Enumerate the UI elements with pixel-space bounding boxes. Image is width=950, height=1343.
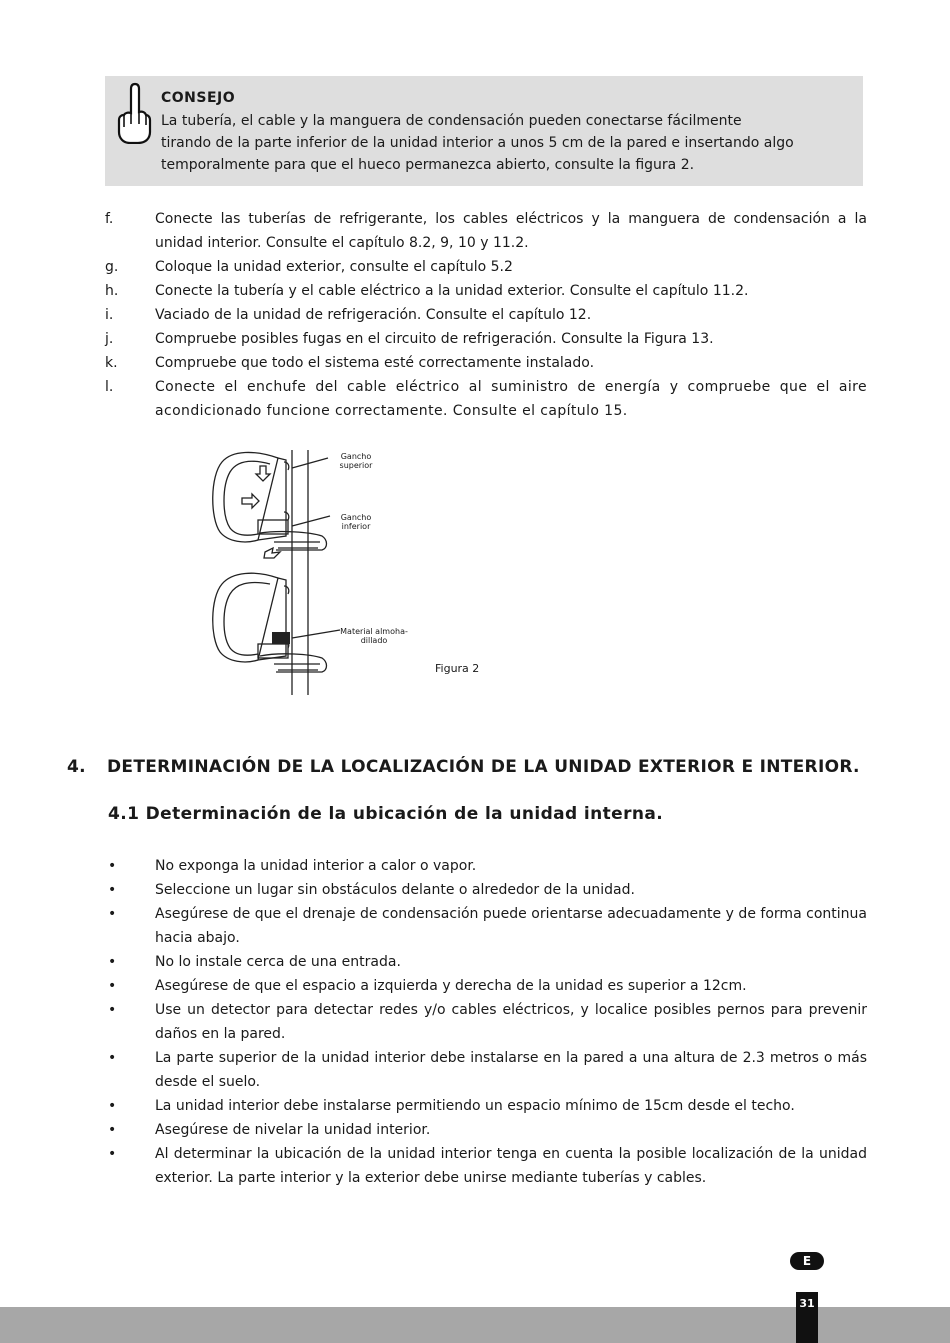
bullet-item (108, 902, 867, 950)
step-text: Conecte la tubería y el cable eléctrico a la unidad exterior. Consulte el capítulo 11.2. (155, 283, 749, 299)
bullet-text: Asegúrese de que el espacio a izquierda y derecha de la unidad es superior a 12cm. (155, 978, 747, 994)
bullet-marker: • (108, 978, 117, 994)
step-marker: f. (105, 211, 114, 227)
bullet-item (108, 1118, 867, 1142)
bullet-marker: • (108, 1146, 117, 1162)
bullet-item (108, 974, 867, 998)
step-text: Compruebe que todo el sistema esté correctamente instalado. (155, 355, 595, 371)
step-marker: k. (105, 355, 118, 371)
bullet-text: No lo instale cerca de una entrada. (155, 954, 401, 970)
step-text: Conecte las tuberías de refrigerante, los cables eléctricos y la manguera de condensación a la unidad interior. Consulte el capítulo 8.2, 9, 10 y 11.2. (155, 211, 867, 251)
tip-box (105, 76, 863, 186)
bullet-text: Asegúrese de nivelar la unidad interior. (155, 1122, 431, 1138)
step-item (105, 207, 867, 255)
bullet-marker: • (108, 1098, 117, 1114)
bullet-marker: • (108, 954, 117, 970)
step-item (105, 351, 867, 375)
tip-line: La tubería, el cable y la manguera de condensación pueden conectarse fácilmente (161, 113, 742, 129)
section-title: DETERMINACIÓN DE LA LOCALIZACIÓN DE LA UNIDAD EXTERIOR E INTERIOR. (107, 757, 860, 777)
tip-title: CONSEJO (161, 90, 236, 106)
bullet-item (108, 878, 867, 902)
step-item (105, 279, 867, 303)
bullet-text: Seleccione un lugar sin obstáculos delante o alrededor de la unidad. (155, 882, 635, 898)
bullet-text: Asegúrese de que el drenaje de condensación puede orientarse adecuadamente y de forma continua hacia abajo. (155, 906, 867, 946)
figure-label-material: Material almoha- dillado (340, 627, 408, 645)
bullet-text: No exponga la unidad interior a calor o vapor. (155, 858, 477, 874)
subsection-heading: 4.1 Determinación de la ubicación de la unidad interna. (108, 804, 664, 824)
page-number: 31 (796, 1292, 818, 1343)
step-marker: j. (105, 331, 114, 347)
step-item (105, 375, 867, 423)
bullet-text: Al determinar la ubicación de la unidad interior tenga en cuenta la posible localización de la unidad exterior. La parte interior y la exterior debe unirse mediante tuberías y cables. (155, 1146, 867, 1186)
bullet-marker: • (108, 1002, 117, 1018)
tip-line: temporalmente para que el hueco permanezca abierto, consulte la figura 2. (161, 157, 695, 173)
step-marker: i. (105, 307, 114, 323)
step-text: Coloque la unidad exterior, consulte el capítulo 5.2 (155, 259, 513, 275)
bullet-marker: • (108, 858, 117, 874)
figure-label-gancho-superior: Gancho superior (339, 452, 373, 470)
pointing-finger-icon (113, 82, 153, 144)
bullet-text: La parte superior de la unidad interior debe instalarse en la pared a una altura de 2.3 metros o más desde el suelo. (155, 1050, 867, 1090)
step-text: Vaciado de la unidad de refrigeración. Consulte el capítulo 12. (155, 307, 592, 323)
bullet-item (108, 854, 867, 878)
step-text: Compruebe posibles fugas en el circuito de refrigeración. Consulte la Figura 13. (155, 331, 714, 347)
language-badge: E (790, 1252, 824, 1270)
bullet-marker: • (108, 906, 117, 922)
bullet-item (108, 950, 867, 974)
bullet-marker: • (108, 1050, 117, 1066)
section-number: 4. (67, 757, 86, 777)
bullet-text: Use un detector para detectar redes y/o cables eléctricos, y localice posibles pernos para prevenir daños en la pared. (155, 1002, 867, 1042)
figure-label-gancho-inferior: Gancho inferior (340, 513, 372, 531)
tip-line: tirando de la parte inferior de la unidad interior a unos 5 cm de la pared e insertando algo (161, 135, 794, 151)
bullet-item (108, 998, 867, 1046)
step-marker: h. (105, 283, 119, 299)
step-text: Conecte el enchufe del cable eléctrico al suministro de energía y compruebe que el aire acondicionado funcione correctamente. Consulte el capítulo 15. (155, 379, 867, 419)
bullet-marker: • (108, 882, 117, 898)
figure-caption: Figura 2 (435, 662, 480, 675)
step-item (105, 303, 867, 327)
bullet-item (108, 1046, 867, 1094)
step-item (105, 327, 867, 351)
step-item (105, 255, 867, 279)
step-marker: l. (105, 379, 114, 395)
bullet-item (108, 1142, 867, 1190)
bullet-marker: • (108, 1122, 117, 1138)
bullet-text: La unidad interior debe instalarse permitiendo un espacio mínimo de 15cm desde el techo. (155, 1098, 795, 1114)
bullet-item (108, 1094, 867, 1118)
step-marker: g. (105, 259, 119, 275)
